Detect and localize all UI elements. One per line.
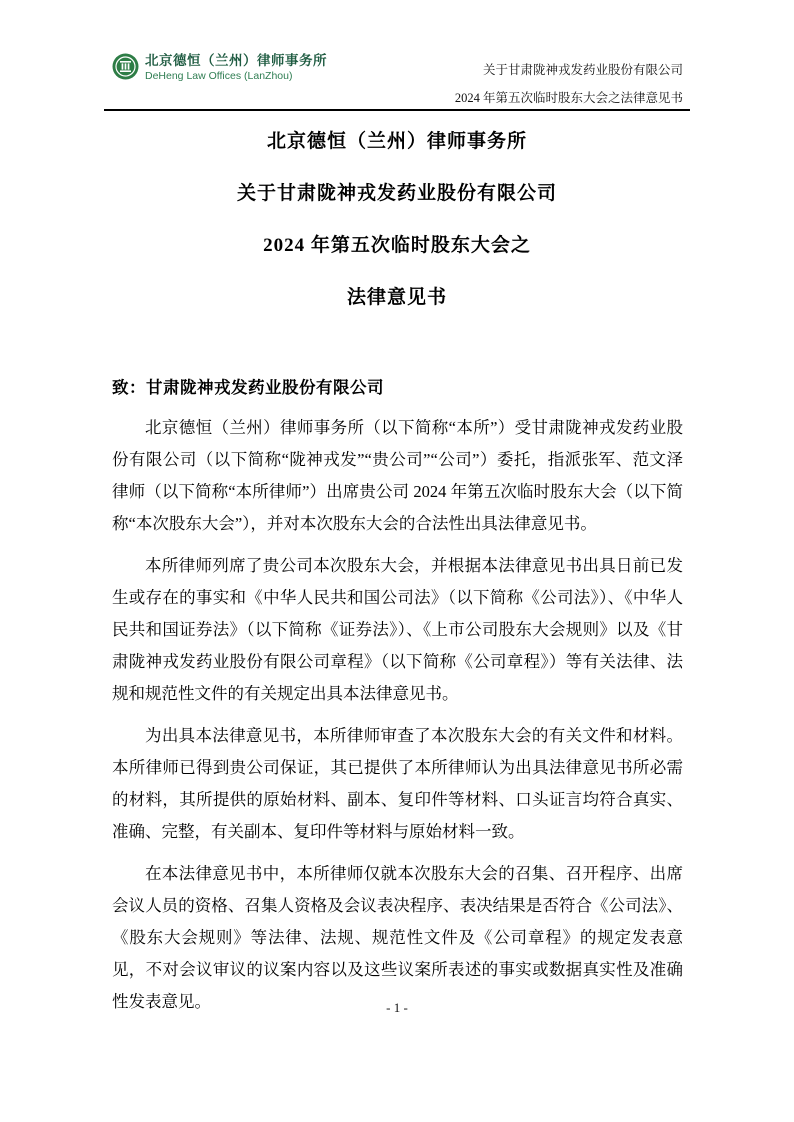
body-paragraph-2: 本所律师列席了贵公司本次股东大会，并根据本法律意见书出具日前已发生或存在的事实和《中华人民共和国公司法》（以下简称《公司法》）、《中华人民共和国证券法》（以下简称《证券法》）、《上市公司股东大会规则》以及《甘肃陇神戎发药业股份有限公司章程》（以下简称《公司章程》）等有关法律、法规和规范性文件的有关规定出具本法律意见书。 — [112, 556, 683, 703]
body-paragraph-3: 为出具本法律意见书，本所律师审查了本次股东大会的有关文件和材料。本所律师已得到贵公司保证，其已提供了本所律师认为出具法律意见书所必需的材料，其所提供的原始材料、副本、复印件等材料、口头证言均符合真实、准确、完整，有关副本、复印件等材料与原始材料一致。 — [112, 726, 683, 841]
doc-ref-line-1: 关于甘肃陇神戎发药业股份有限公司 — [482, 63, 683, 77]
title-line-2: 关于甘肃陇神戎发药业股份有限公司 — [236, 183, 557, 204]
header-doc-ref — [455, 56, 683, 112]
doc-ref-line-2: 2024 年第五次临时股东大会之法律意见书 — [454, 91, 683, 105]
body-paragraph-1: 北京德恒（兰州）律师事务所（以下简称“本所”）受甘肃陇神戎发药业股份有限公司（以下简称“陇神戎发”“贵公司”“公司”）委托，指派张军、范文泽律师（以下简称“本所律师”）出席贵公司 2024 年第五次临时股东大会（以下简称“本次股东大会”），并对本次股东大会的合法性出具法律意见书。 — [112, 418, 683, 533]
deheng-seal-icon — [112, 53, 139, 80]
header-firm-block — [112, 52, 327, 83]
document-title — [0, 116, 794, 324]
firm-name-en: DeHeng Law Offices (LanZhou) — [145, 70, 293, 82]
page-number: - 1 - — [386, 1000, 408, 1015]
body-paragraph-4: 在本法律意见书中，本所律师仅就本次股东大会的召集、召开程序、出席会议人员的资格、召集人资格及会议表决程序、表决结果是否符合《公司法》、《股东大会规则》等法律、法规、规范性文件及《公司章程》的规定发表意见，不对会议审议的议案内容以及这些议案所表述的事实或数据真实性及准确性发表意见。 — [112, 864, 683, 1011]
firm-names — [145, 52, 327, 83]
salutation: 致：甘肃陇神戎发药业股份有限公司 — [112, 378, 384, 397]
title-line-3: 2024 年第五次临时股东大会之 — [263, 235, 531, 256]
title-line-1: 北京德恒（兰州）律师事务所 — [266, 131, 527, 152]
title-line-4: 法律意见书 — [346, 287, 447, 308]
firm-name-cn: 北京德恒（兰州）律师事务所 — [145, 53, 327, 68]
body-text — [112, 412, 683, 1028]
header-divider — [104, 109, 690, 111]
